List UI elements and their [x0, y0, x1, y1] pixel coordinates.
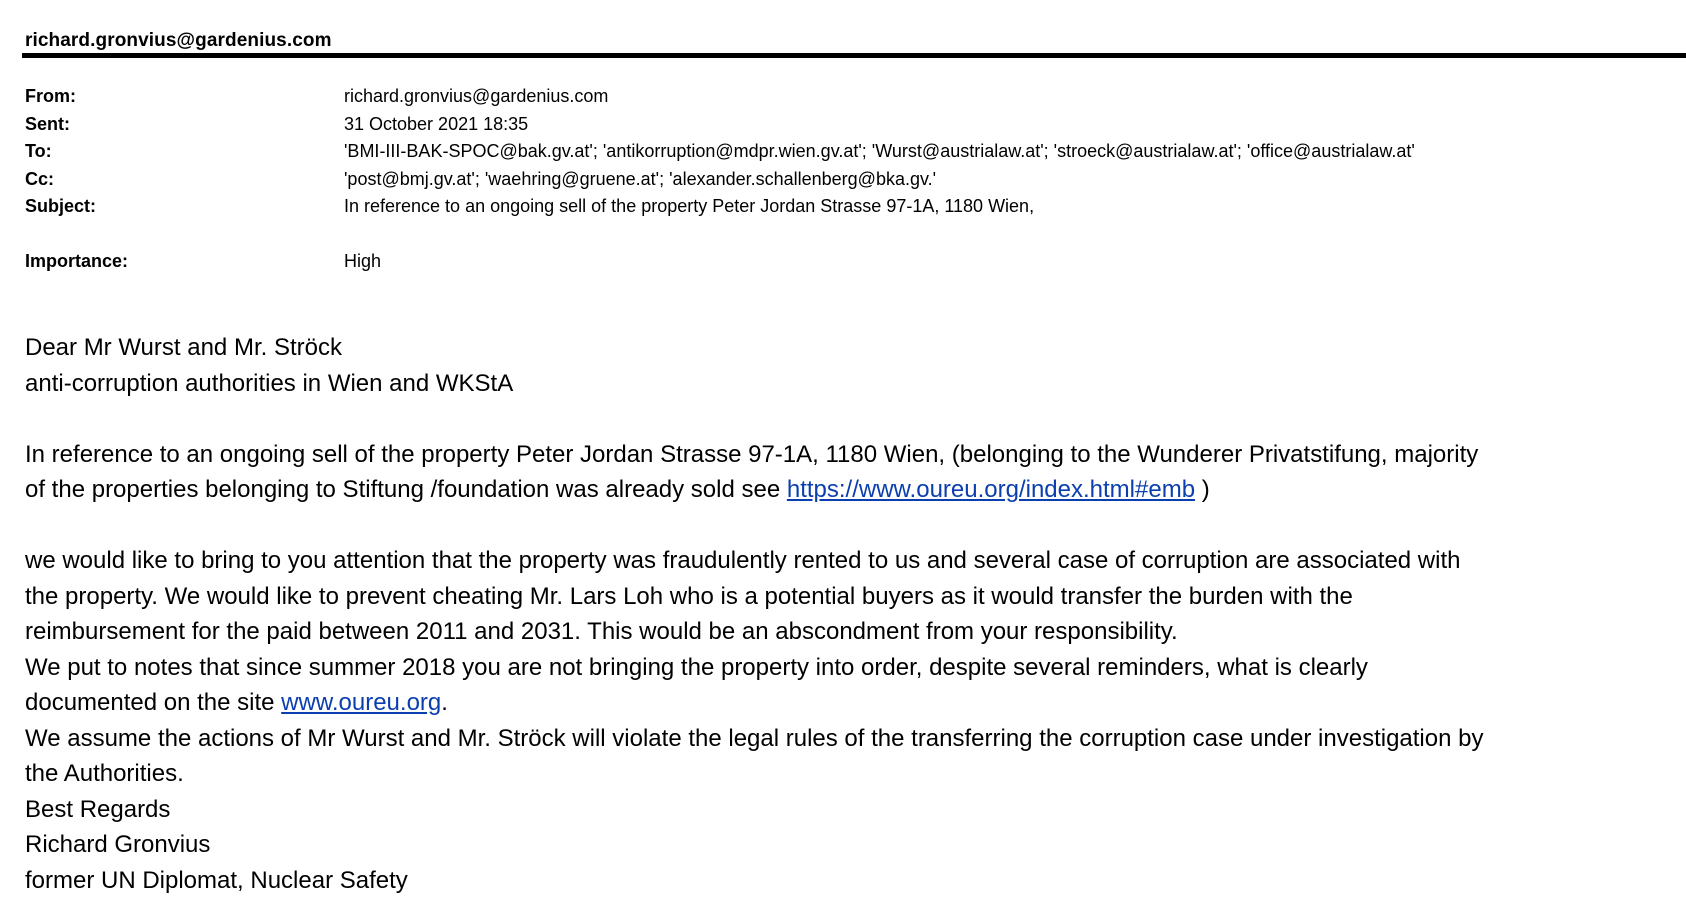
- signature-title: former UN Diplomat, Nuclear Safety: [25, 866, 408, 894]
- importance-value: High: [344, 250, 382, 271]
- from-value: richard.gronvius@gardenius.com: [344, 86, 609, 106]
- importance-row: [25, 248, 1675, 276]
- closing-line: Best Regards: [25, 795, 171, 823]
- paragraph-4-line-1: We assume the actions of Mr Wurst and Mr. Ströck will violate the legal rules of the transferring the corruption case under investigation by: [25, 724, 1484, 752]
- subject-row: [25, 193, 1675, 221]
- paragraph-1-line-2: [25, 472, 1675, 508]
- paragraph-1-line-2-text: of the properties belonging to Stiftung /foundation was already sold see: [25, 476, 787, 503]
- blank-line: [25, 508, 1675, 544]
- paragraph-4-line-2: the Authorities.: [25, 760, 184, 787]
- paragraph-2-line-1: we would like to bring to you attention that the property was fraudulently rented to us and several case of corruption are associated with: [25, 547, 1461, 574]
- greeting-authorities-line: anti-corruption authorities in Wien and WKStA: [25, 369, 514, 397]
- paragraph-3-line-1: We put to notes that since summer 2018 you are not bringing the property into order, despite several reminders, what is clearly: [25, 653, 1368, 681]
- email-body: [25, 330, 1675, 898]
- sent-row: [25, 111, 1675, 139]
- subject-label: Subject:: [25, 196, 97, 216]
- importance-label: Importance:: [25, 250, 129, 271]
- paragraph-2-line-3: reimbursement for the paid between 2011 and 2031. This would be an abscondment from your responsibility.: [25, 618, 1178, 645]
- header-divider: [22, 53, 1686, 58]
- paragraph-1-line-2-tail: ): [1195, 476, 1210, 503]
- oureu-index-link[interactable]: https://www.oureu.org/index.html#emb: [786, 476, 1196, 503]
- to-row: [25, 138, 1675, 166]
- paragraph-3-line-2-tail: .: [441, 689, 448, 716]
- cc-label: Cc:: [25, 168, 55, 189]
- blank-line: [25, 401, 1675, 437]
- to-value: 'BMI-III-BAK-SPOC@bak.gv.at'; 'antikorruption@mdpr.wien.gv.at'; 'Wurst@austrialaw.at'; 'stroeck@austrialaw.at'; 'office@austrialaw.at': [344, 141, 1415, 161]
- cc-row: [25, 166, 1675, 194]
- paragraph-3-line-2-text: documented on the site: [25, 689, 282, 716]
- paragraph-1-line-1: In reference to an ongoing sell of the property Peter Jordan Strasse 97-1A, 1180 Wien, (belonging to the Wunderer Privatstifung, majority: [25, 440, 1479, 468]
- signature-name: Richard Gronvius: [25, 831, 211, 858]
- subject-value: In reference to an ongoing sell of the property Peter Jordan Strasse 97-1A, 1180 Wien,: [344, 196, 1035, 216]
- oureu-site-link[interactable]: www.oureu.org: [281, 689, 442, 716]
- to-label: To:: [25, 141, 52, 161]
- greeting-line: Dear Mr Wurst and Mr. Ströck: [25, 334, 342, 361]
- cc-value: 'post@bmj.gv.at'; 'waehring@gruene.at'; 'alexander.schallenberg@bka.gv.': [344, 168, 937, 189]
- account-email-heading: richard.gronvius@gardenius.com: [25, 30, 332, 51]
- paragraph-2-line-2: the property. We would like to prevent cheating Mr. Lars Loh who is a potential buyers as it would transfer the burden with the: [25, 582, 1353, 610]
- sent-label: Sent:: [25, 113, 70, 134]
- sent-value: 31 October 2021 18:35: [344, 113, 529, 134]
- from-row: [25, 83, 1675, 111]
- from-label: From:: [25, 86, 76, 106]
- email-headers: [25, 83, 1675, 275]
- paragraph-3-line-2: [25, 685, 1675, 721]
